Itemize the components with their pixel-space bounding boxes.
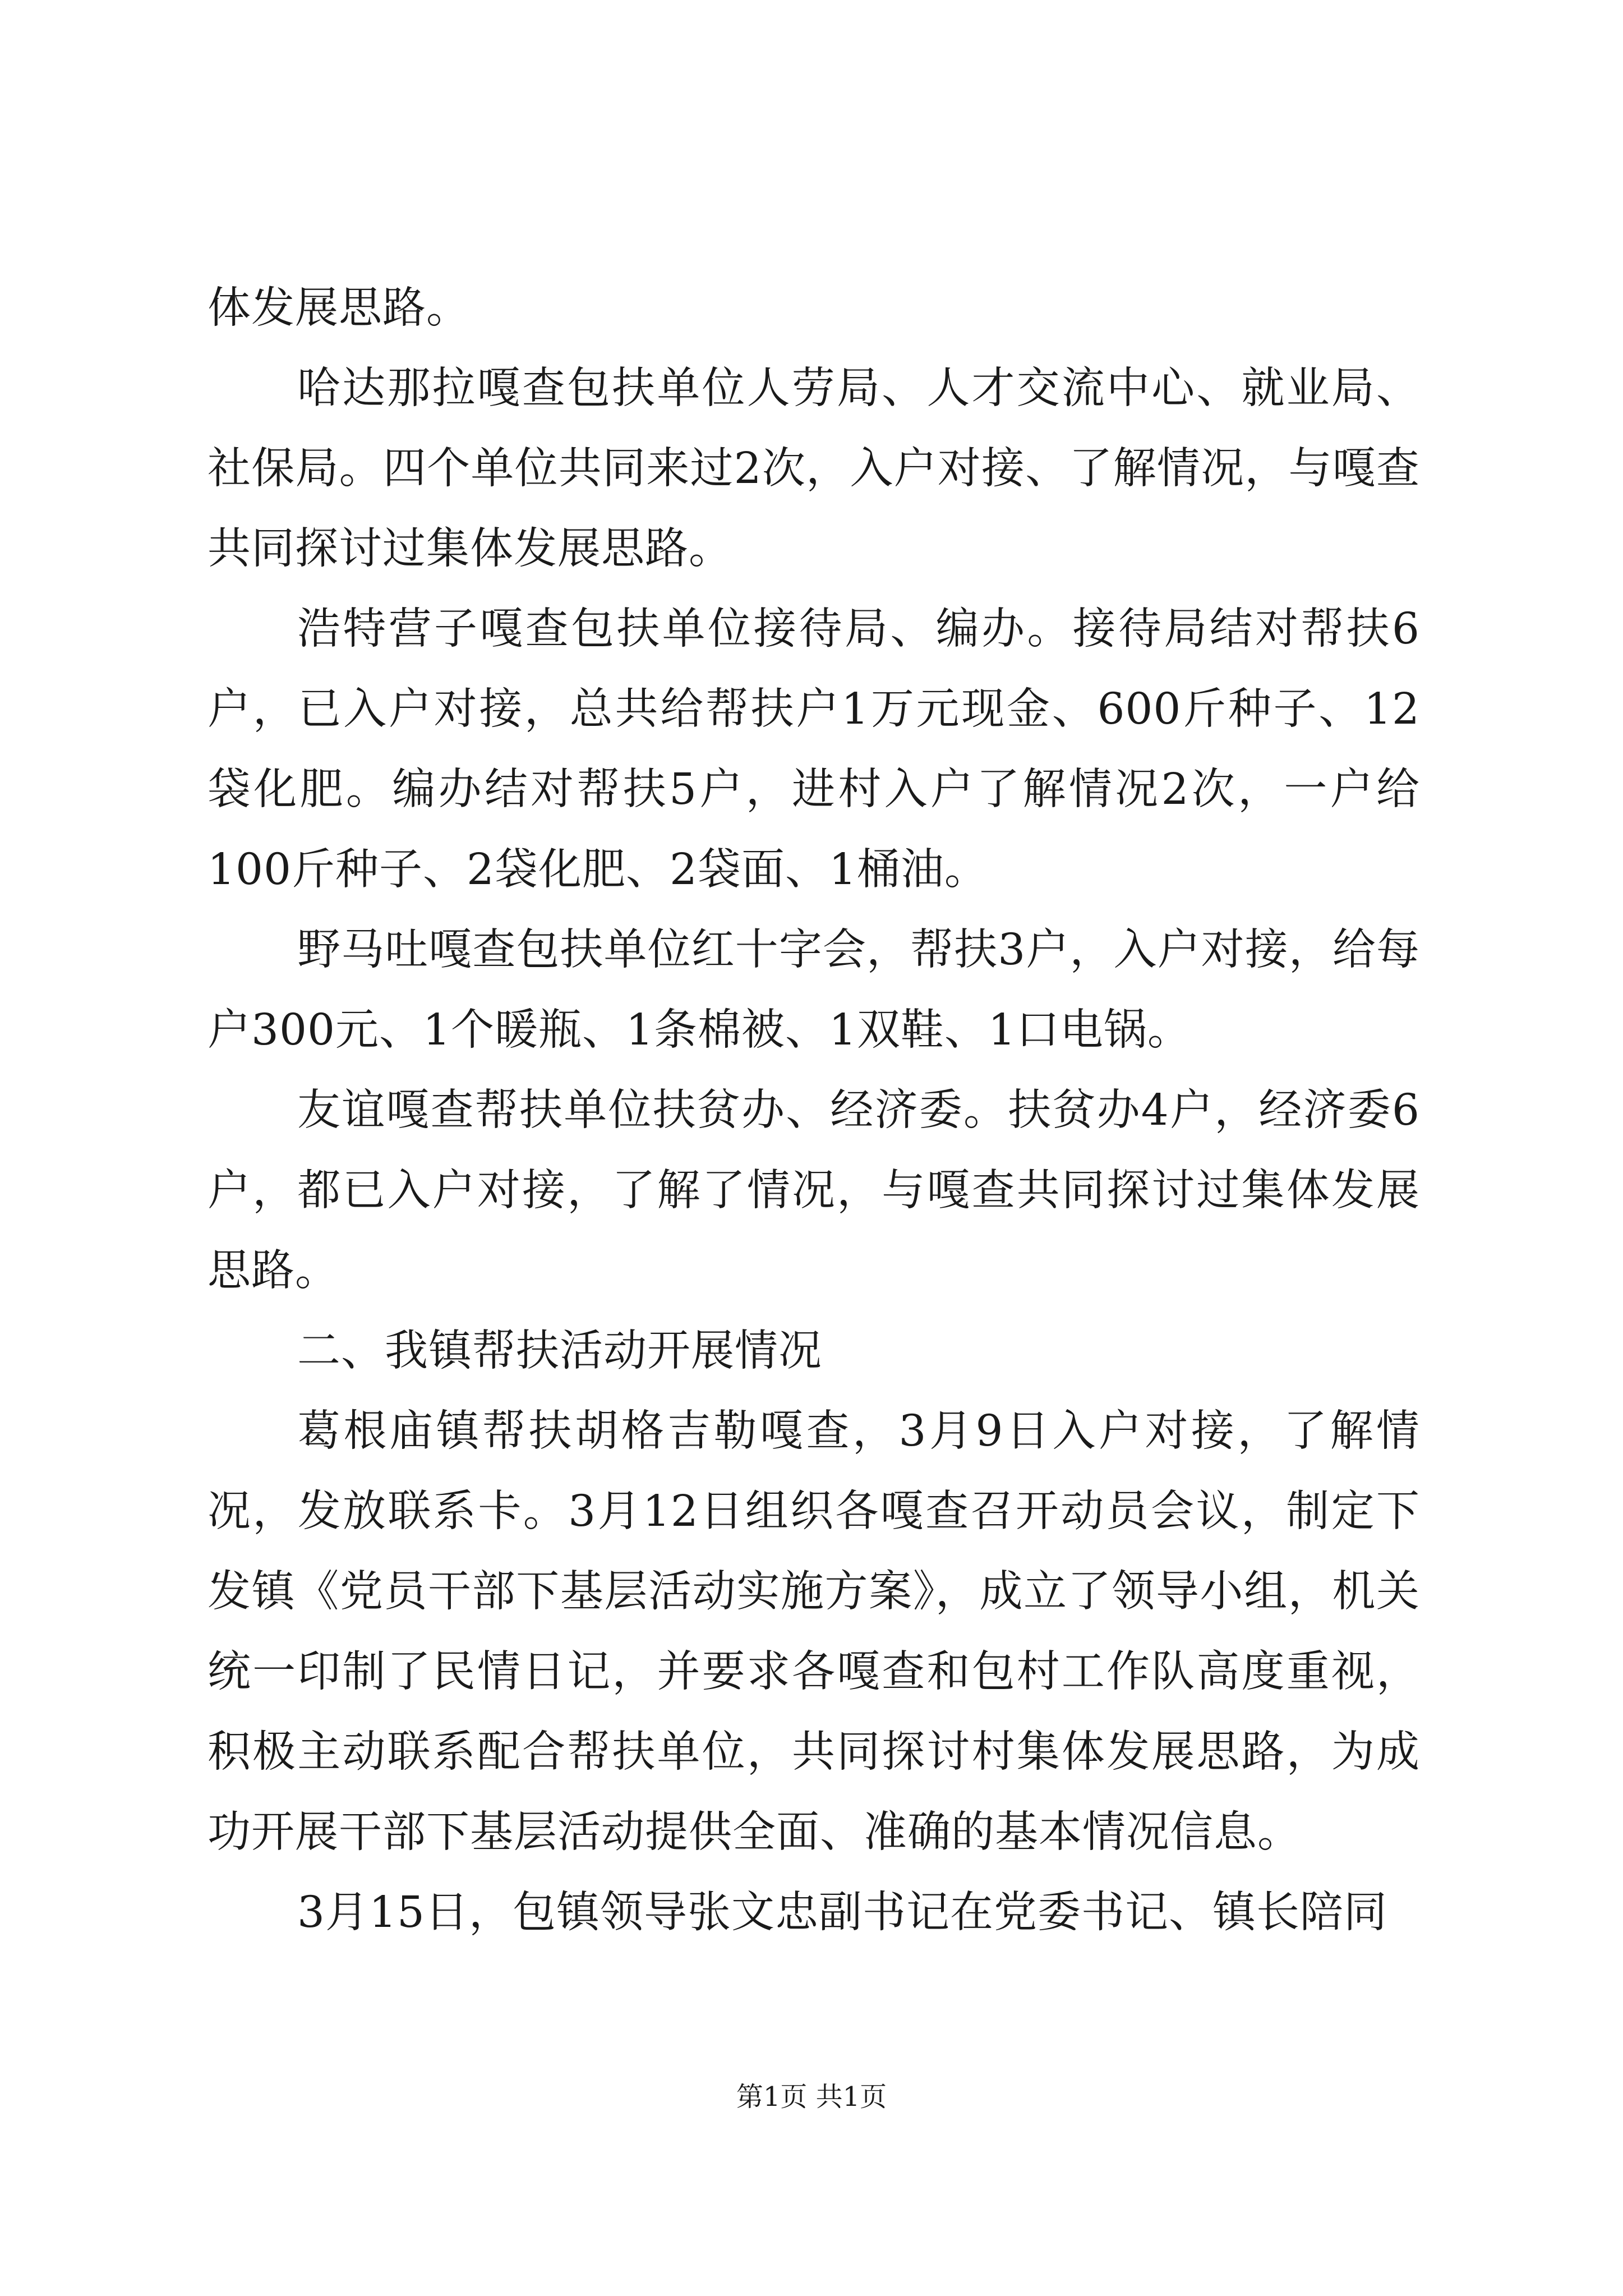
paragraph-4: 野马吐嘎查包扶单位红十字会，帮扶3户，入户对接，给每户300元、1个暖瓶、1条棉被、1双鞋、1口电锅。 [208, 925, 1420, 1055]
paragraph-2: 哈达那拉嘎查包扶单位人劳局、人才交流中心、就业局、社保局。四个单位共同来过2次，入户对接、了解情况，与嘎查共同探讨过集体发展思路。 [208, 364, 1420, 574]
paragraph-5: 友谊嘎查帮扶单位扶贫办、经济委。扶贫办4户，经济委6户，都已入户对接，了解了情况，与嘎查共同探讨过集体发展思路。 [208, 1085, 1420, 1296]
paragraph-3: 浩特营子嘎查包扶单位接待局、编办。接待局结对帮扶6户，已入户对接，总共给帮扶户1万元现金、600斤种子、12袋化肥。编办结对帮扶5户，进村入户了解情况2次，一户给100斤种子、2袋化肥、2袋面、1桶油。 [208, 604, 1420, 895]
section-heading: 二、我镇帮扶活动开展情况 [297, 1326, 822, 1376]
paragraph-1: 体发展思路。 [208, 283, 470, 333]
page-footer: 第1页 共1页 [736, 2081, 887, 2113]
document-body [208, 268, 1420, 1953]
paragraph-8: 3月15日，包镇领导张文忠副书记在党委书记、镇长陪同 [297, 1888, 1387, 1938]
paragraph-7: 葛根庙镇帮扶胡格吉勒嘎查，3月9日入户对接，了解情况，发放联系卡。3月12日组织各嘎查召开动员会议，制定下发镇《党员干部下基层活动实施方案》，成立了领导小组，机关统一印制了民情日记，并要求各嘎查和包村工作队高度重视，积极主动联系配合帮扶单位，共同探讨村集体发展思路，为成功开展干部下基层活动提供全面、准确的基本情况信息。 [208, 1406, 1420, 1857]
